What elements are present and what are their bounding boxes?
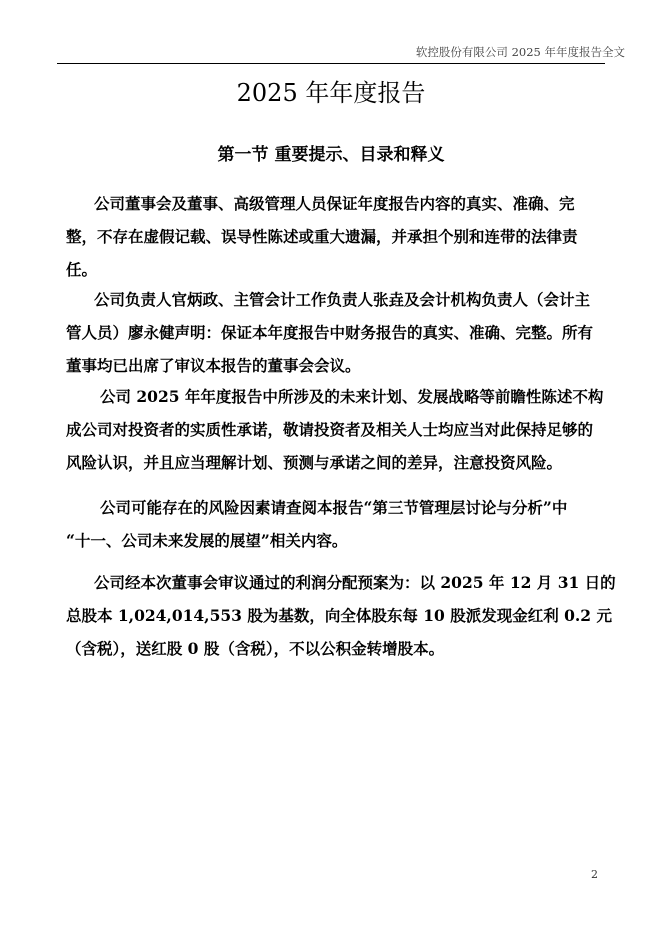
paragraph-line: “十一、公司未来发展的展望”相关内容。 xyxy=(66,531,348,550)
paragraph-line: 公司负责人官炳政、主管会计工作负责人张垚及会计机构负责人（会计主 xyxy=(94,290,591,309)
paragraph-line: 整，不存在虚假记载、误导性陈述或重大遗漏，并承担个别和连带的法律责 xyxy=(66,227,578,246)
paragraph-line: 总股本 1,024,014,553 股为基数，向全体股东每 10 股派发现金红利 0.2 元 xyxy=(66,606,612,625)
running-header: 软控股份有限公司 2025 年年度报告全文 xyxy=(415,45,625,59)
paragraph-line: 公司经本次董事会审议通过的利润分配预案为：以 2025 年 12 月 31 日的 xyxy=(94,573,616,592)
section-heading: 第一节 重要提示、目录和释义 xyxy=(217,145,445,165)
paragraph-forward-looking xyxy=(66,380,604,479)
paragraph-line: 成公司对投资者的实质性承诺，敬请投资者及相关人士均应当对此保持足够的 xyxy=(66,420,594,439)
paragraph-officer-statement xyxy=(66,283,596,382)
paragraph-line: （含税），送红股 0 股（含税），不以公积金转增股本。 xyxy=(66,639,445,658)
paragraph-profit-distribution xyxy=(66,566,616,665)
paragraph-line: 董事均已出席了审议本报告的董事会会议。 xyxy=(66,356,361,375)
paragraph-line: 风险认识，并且应当理解计划、预测与承诺之间的差异，注意投资风险。 xyxy=(66,453,563,472)
report-title: 2025 年年度报告 xyxy=(236,79,426,107)
paragraph-line: 管人员）廖永健声明：保证本年度报告中财务报告的真实、准确、完整。所有 xyxy=(66,323,594,342)
paragraph-line: 公司董事会及董事、高级管理人员保证年度报告内容的真实、准确、完 xyxy=(94,194,575,213)
paragraph-board-guarantee xyxy=(66,187,596,286)
page-number: 2 xyxy=(591,868,598,881)
paragraph-line: 公司 2025 年年度报告中所涉及的未来计划、发展战略等前瞻性陈述不构 xyxy=(100,387,604,406)
paragraph-line: 任。 xyxy=(66,260,98,279)
paragraph-risk-factors xyxy=(66,491,596,557)
paragraph-line: 公司可能存在的风险因素请查阅本报告“第三节管理层讨论与分析”中 xyxy=(100,498,568,517)
header-divider xyxy=(57,63,605,64)
